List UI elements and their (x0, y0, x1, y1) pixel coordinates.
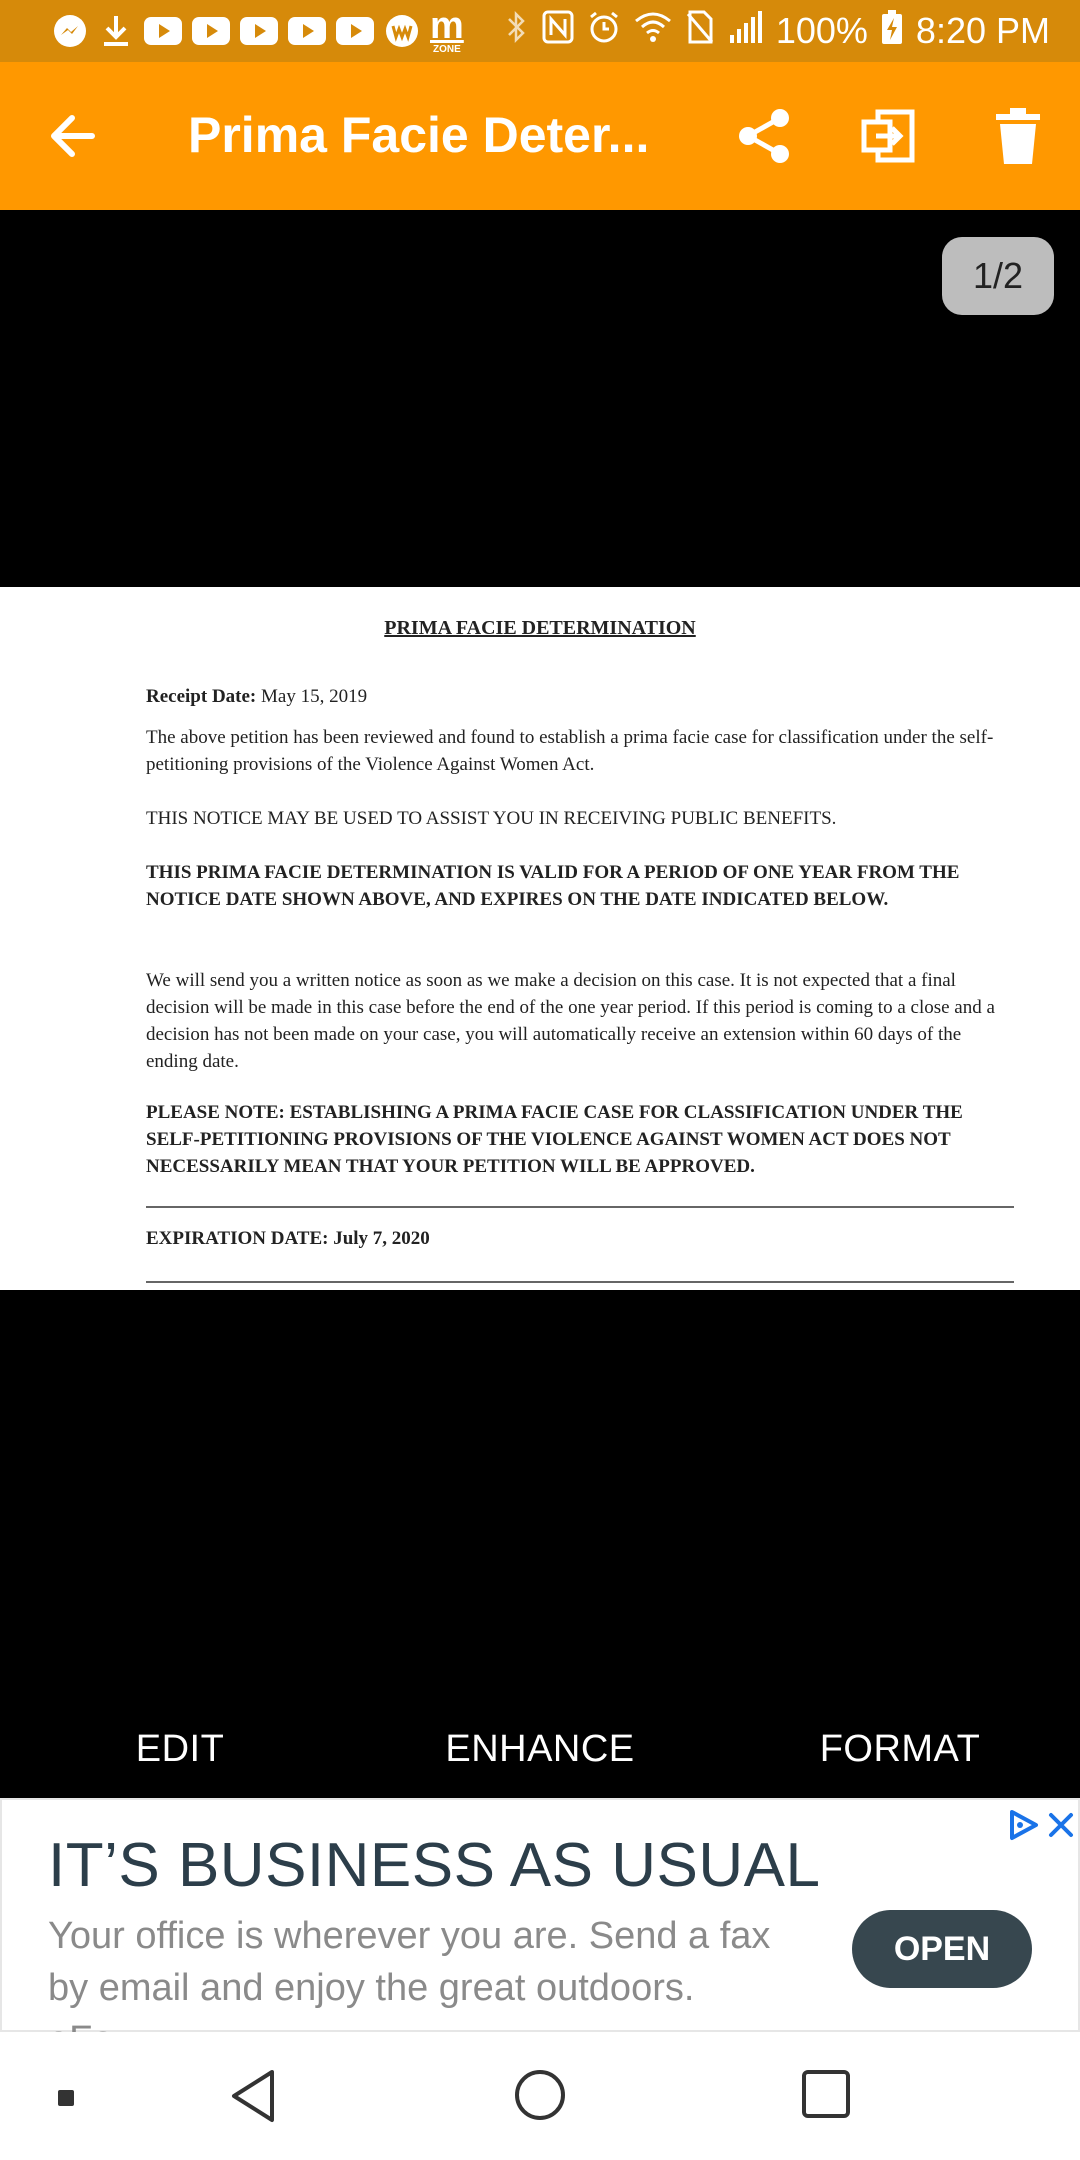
nav-home-button[interactable] (515, 2070, 565, 2120)
youtube-icon (144, 17, 182, 45)
nav-back-button[interactable] (228, 2068, 278, 2124)
divider-line (146, 1206, 1014, 1208)
ad-close-icon[interactable] (1046, 1808, 1076, 1842)
share-button[interactable] (736, 106, 792, 166)
bluetooth-icon (506, 10, 528, 53)
trash-icon (994, 106, 1042, 166)
signal-icon (728, 10, 762, 52)
receipt-date: Receipt Date: May 15, 2019 (146, 686, 368, 707)
ad-banner[interactable] (0, 1798, 1080, 2032)
nav-overview-button[interactable] (802, 2070, 850, 2118)
no-sim-icon (686, 10, 714, 53)
ad-headline: IT’S BUSINESS AS USUAL (48, 1831, 821, 1900)
paragraph-1: The above petition has been reviewed and found to establish a prima facie case for classification under the self-petitioning provisions of the Violence Against Women Act. (146, 727, 994, 775)
share-icon (736, 106, 792, 166)
divider-line (146, 1281, 1014, 1283)
arrow-back-icon (46, 108, 102, 164)
adchoices-icon[interactable] (1006, 1808, 1040, 1842)
nfc-icon (542, 10, 574, 53)
ad-open-button[interactable]: OPEN (852, 1910, 1032, 1988)
clock: 8:20 PM (915, 10, 1050, 51)
youtube-icon (288, 17, 326, 45)
move-to-button[interactable] (860, 106, 918, 166)
paragraph-2: THIS NOTICE MAY BE USED TO ASSIST YOU IN RECEIVING PUBLIC BENEFITS. (146, 808, 837, 829)
format-button[interactable]: FORMAT (819, 1727, 981, 1770)
recent-apps-dot-icon[interactable] (58, 2090, 74, 2106)
download-icon (98, 13, 134, 49)
app-bar (0, 62, 1080, 210)
ad-body: Your office is wherever you are. Send a fax by email and enjoy the great outdoors. (48, 1915, 771, 2009)
back-triangle-icon (228, 2068, 278, 2124)
move-to-icon (860, 106, 918, 166)
wifi-icon (634, 10, 672, 52)
system-nav-bar (0, 2032, 1080, 2160)
paragraph-5: PLEASE NOTE: ESTABLISHING A PRIMA FACIE CASE FOR CLASSIFICATION UNDER THE SELF-PETITIONING PROVISIONS OF THE VIOLENCE AGAINST WOMEN ACT DOES NOT NECESSARILY MEAN THAT YOUR PETITION WILL BE APPROVED. (146, 1102, 963, 1177)
webtoon-icon (384, 13, 420, 49)
page-counter: 1/2 (942, 237, 1054, 315)
m-zone-icon: m ZONE (430, 5, 464, 55)
status-bar (0, 0, 1080, 62)
edit-button[interactable]: EDIT (135, 1727, 225, 1770)
youtube-icon (336, 17, 374, 45)
youtube-icon (240, 17, 278, 45)
notification-icons (52, 7, 464, 55)
paragraph-4: We will send you a written notice as soon as we make a decision on this case. It is not expected that a final decision will be made in this case before the end of the one year period. If this period is coming to a close and a decision has not been made on your case, you will automatically receive an extension within 60 days of the ending date. (146, 970, 995, 1072)
messenger-icon (52, 13, 88, 49)
back-button[interactable] (46, 108, 102, 164)
enhance-button[interactable]: ENHANCE (445, 1727, 635, 1770)
action-bar (0, 1700, 1080, 1798)
battery-percent: 100% (775, 10, 868, 51)
paragraph-3: THIS PRIMA FACIE DETERMINATION IS VALID FOR A PERIOD OF ONE YEAR FROM THE NOTICE DATE SHOWN ABOVE, AND EXPIRES ON THE DATE INDICATED BELOW. (146, 862, 960, 910)
system-status (506, 10, 1050, 53)
youtube-icon (192, 17, 230, 45)
document-page[interactable] (0, 587, 1080, 1290)
document-title: Prima Facie Deter... (188, 107, 650, 163)
document-heading: PRIMA FACIE DETERMINATION (384, 617, 696, 639)
delete-button[interactable] (994, 106, 1042, 166)
expiration-date: EXPIRATION DATE: July 7, 2020 (146, 1228, 430, 1249)
battery-charging-icon (882, 10, 902, 53)
alarm-icon (588, 10, 620, 53)
